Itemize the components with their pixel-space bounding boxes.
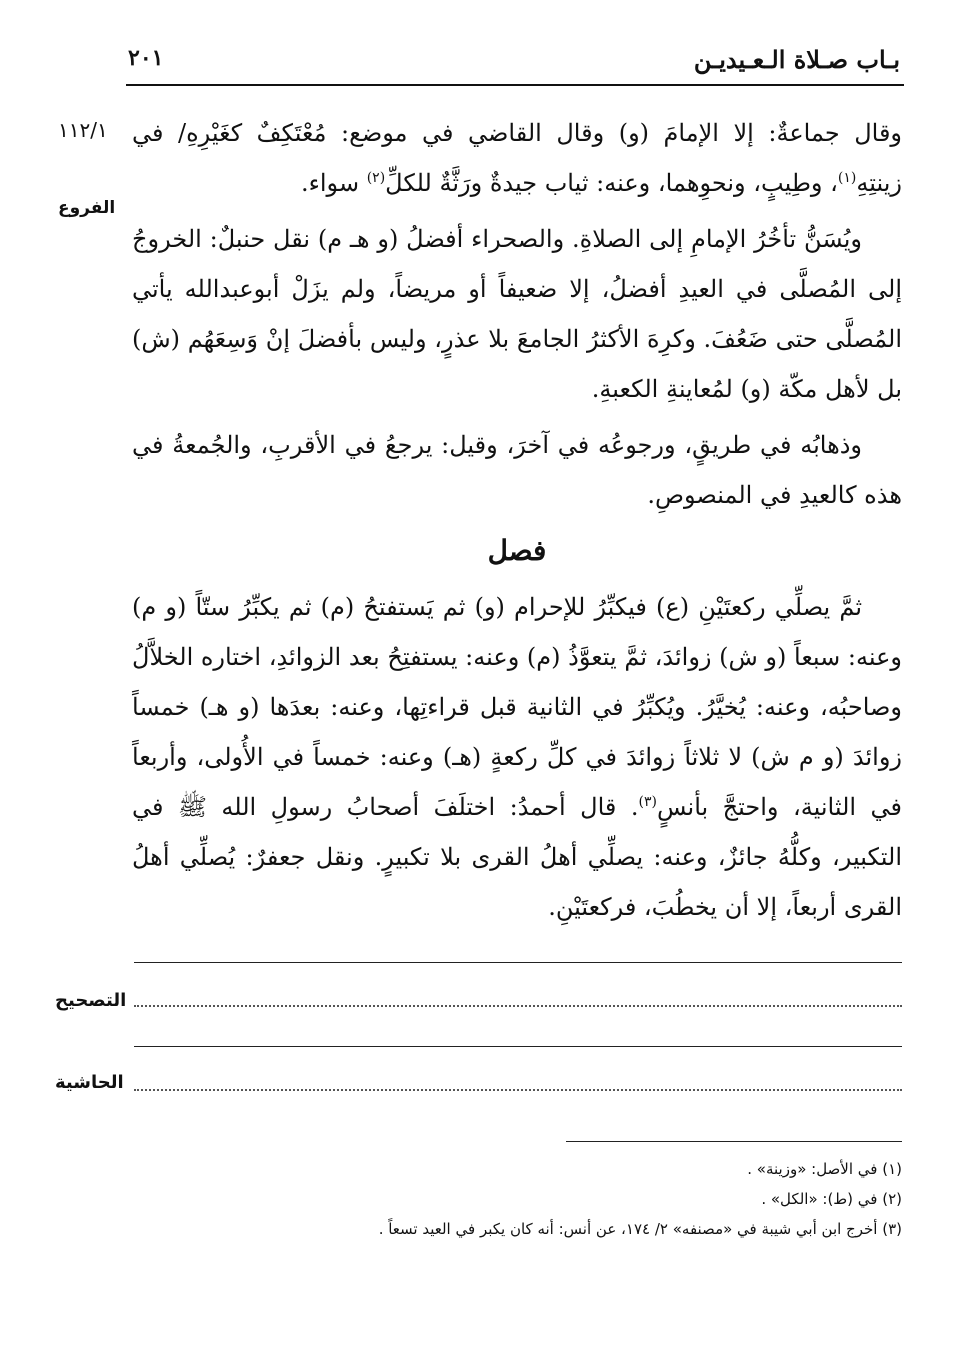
main-text (132, 108, 902, 938)
annotation-dotted-line[interactable] (134, 1089, 902, 1091)
paragraph-2: ويُسَنُّ تأخُرُ الإمامِ إلى الصلاةِ. والصحراء أفضلُ (و هـ م) نقل حنبلٌ: الخروجُ إلى المُصلَّى في العيدِ أفضلُ، إلا ضعيفاً أو مريضاً، ولم يزَلْ أبوعبدالله يأتي المُصلَّى حتى ضَعُفَ. وكرِهَ الأكثرُ الجامعَ بلا عذرٍ، وليس بأفضلَ إنْ وَسِعَهُم (ش) بل لأهل مكّة (و) لمُعاينةِ الكعبةِ. (132, 225, 902, 403)
footnote-1: (١) في الأصل: «وزينة» . (747, 1160, 902, 1178)
correction-label: التصحيح (55, 990, 127, 1011)
paragraph-1 (132, 108, 902, 208)
paragraph-1-text-a: وقال جماعةٌ: إلا الإمامَ (و) وقال القاضي في موضع: مُعْتَكِفٌ كغَيْرِهِ/ في زينتِهِ (132, 119, 902, 197)
footnote-marker-2[interactable]: (٢) (366, 170, 386, 186)
footnote-marker-1[interactable]: (١) (837, 170, 857, 186)
paragraph-1-text-b: ، وطِيبٍ، ونحوِهما، وعنه: ثياب جيدةٌ ورَثَّةٌ للكلِّ (385, 169, 838, 197)
correction-dotted-line[interactable] (134, 1005, 902, 1007)
paragraph-4-text-a: ثمَّ يصلِّي ركعتَيْنِ (ع) فيكبِّرُ للإحرام (و) ثم يَستفتحُ (م) ثم يكبِّرُ ستّاً (و م) وعنه: سبعاً (و ش) زوائدَ، ثمَّ يتعوَّذُ (م) وعنه: يستفتِحُ بعد الزوائدِ، اختاره الخلاَّلُ وصاحبُه، وعنه: يُخيَّرُ. ويُكبِّرُ في الثانية قبل قراءتِها، وعنه: بعدَها (و هـ) خمساً زوائدَ (و م ش) لا ثلاثاً زوائدَ في كلِّ ركعةٍ (هـ) وعنه: خمساً في الأُولى، وأربعاً في الثانية، واحتجَّ بأنسٍ (132, 593, 902, 821)
footnote-rule (566, 1141, 902, 1142)
annotation-rule (134, 1046, 902, 1047)
footnotes (122, 1154, 902, 1244)
paragraph-4 (132, 582, 902, 932)
footnote-2: (٢) في (ط): «الكل» . (761, 1190, 902, 1208)
section-heading: فصل (487, 534, 547, 567)
paragraph-3: وذهابُه في طريقٍ، ورجوعُه في آخرَ، وقيل: يرجعُ في الأقربِ، والجُمعةُ في هذه كالعيدِ في المنصوصِ. (132, 431, 902, 509)
margin-reference: ١١٢/١ (58, 118, 108, 142)
footnote-3: (٣) أخرج ابن أبي شيبة في «مصنفه» ٢/ ١٧٤، عن أنس: أنه كان يكبر في العيد تسعاً . (378, 1220, 902, 1238)
footnote-marker-3[interactable]: (٣) (638, 794, 657, 810)
page-number: ٢٠١ (128, 45, 164, 71)
paragraph-1-text-c: سواء. (300, 169, 367, 197)
margin-label-furu: الفروع (58, 198, 116, 218)
paragraph-4-text-b: . قال أحمدُ: اختلَفَ أصحابُ رسولِ الله ﷺ في التكبير، وكلُّهُ جائزٌ، وعنه: يصلِّي أهلُ القرى بلا تكبيرٍ. ونقل جعفرٌ: يُصلِّي أهلُ القرى أربعاً، إلا أن يخطُبَ، فركعتَيْنِ. (132, 793, 902, 921)
header-rule (126, 84, 904, 86)
chapter-title: بـاب صـلاة الـعـيديـن (693, 45, 900, 74)
annotation-label: الحاشية (55, 1072, 124, 1093)
correction-rule (134, 962, 902, 963)
